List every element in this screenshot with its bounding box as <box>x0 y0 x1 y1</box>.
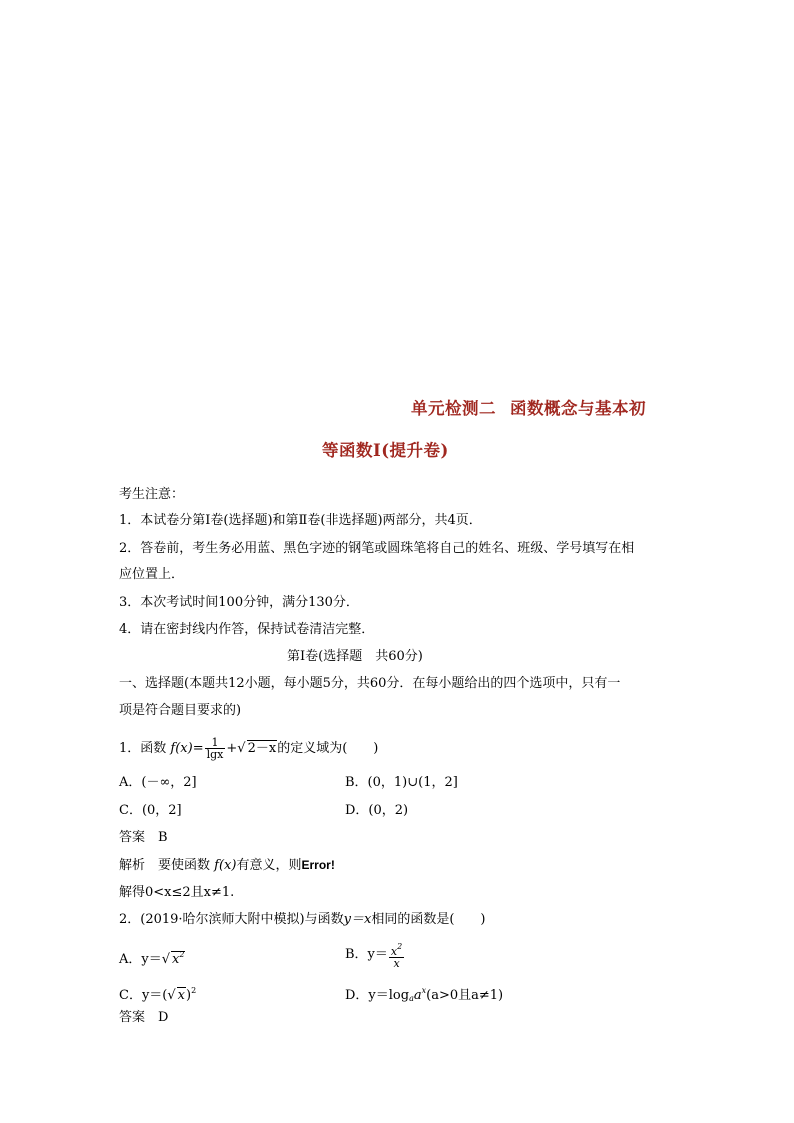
q2-option-d-exp: x <box>421 986 427 995</box>
q1-analysis-mid: 有意义，则 <box>236 858 302 873</box>
q1-analysis-prefix: 解析 要使函数 <box>119 858 211 873</box>
q2-option-c-prefix: C．y＝( <box>119 988 168 1003</box>
q1-plus: + <box>226 741 238 756</box>
q2-answer: 答案 D <box>119 1010 169 1025</box>
q1-suffix: 的定义域为( ) <box>277 741 379 756</box>
title-part-1: 单元检测二 <box>411 399 496 418</box>
q1-analysis <box>119 856 335 875</box>
q1-fraction <box>205 737 226 760</box>
q2-option-b-denominator: x <box>389 957 404 969</box>
q1-sqrt-body: 2－x <box>247 741 277 756</box>
q2-option-b-fraction <box>389 941 404 969</box>
q2-option-d-sub: a <box>409 994 414 1003</box>
q1-option-c: C．(0，2] <box>119 803 182 818</box>
q2-option-d-base: a <box>413 988 422 1003</box>
notice-item-2: 2．答卷前，考生务必用蓝、黑色字迹的钢笔或圆珠笔将自己的姓名、班级、学号填写在相 <box>119 541 635 556</box>
q2-option-a-exp: 2 <box>179 950 185 959</box>
notice-item-2-cont: 应位置上． <box>119 567 185 582</box>
q2-option-b-numerator <box>389 941 404 957</box>
question-2-stem <box>119 911 485 929</box>
notice-item-1: 1．本试卷分第Ⅰ卷(选择题)和第Ⅱ卷(非选择题)两部分，共4页． <box>119 513 482 528</box>
notice-item-3: 3．本次考试时间100分钟，满分130分． <box>119 595 359 610</box>
q2-stem-prefix: 2．(2019·哈尔滨师大附中模拟)与函数 <box>119 912 344 927</box>
q2-option-a-body <box>171 951 185 967</box>
q2-option-d-suffix: (a>0且a≠1) <box>426 988 504 1003</box>
q2-option-b-num-var: x <box>390 944 398 958</box>
title-line-2: 等函数Ⅰ(提升卷) <box>322 441 449 460</box>
q2-option-d <box>345 982 503 1008</box>
q1-option-a: A．(－∞，2] <box>119 775 197 790</box>
q1-frac-denominator: lgx <box>206 748 224 761</box>
section-intro-line-2: 项是符合题目要求的) <box>119 703 242 718</box>
q1-analysis-error: Error! <box>301 858 335 872</box>
q1-function-name: f(x)= <box>170 741 204 756</box>
q2-option-c-body: x <box>177 988 186 1003</box>
q2-option-d-prefix: D．y＝log <box>345 988 410 1003</box>
q1-prefix: 1．函数 <box>119 741 167 756</box>
sqrt-icon: √ <box>161 952 171 967</box>
q1-frac-numerator: 1 <box>211 736 219 749</box>
q1-option-d: D．(0，2) <box>345 803 409 818</box>
notice-heading: 考生注意： <box>119 487 185 502</box>
question-1-stem <box>119 737 378 761</box>
q1-option-b: B．(0，1)∪(1，2] <box>345 775 458 790</box>
q2-option-c-suffix: ) <box>186 988 192 1003</box>
notice-item-4: 4．请在密封线内作答，保持试卷清洁完整． <box>119 622 375 637</box>
sqrt-icon: √ <box>237 741 246 756</box>
sqrt-icon: √ <box>167 988 176 1003</box>
section-heading: 第Ⅰ卷(选择题 共60分) <box>287 649 423 664</box>
q2-stem-expr: y＝x <box>343 912 372 927</box>
section-intro-line-1: 一、选择题(本题共12小题，每小题5分，共60分．在每小题给出的四个选项中，只有一 <box>119 676 621 691</box>
title-part-2: 函数概念与基本初 <box>510 399 646 418</box>
title-line-1 <box>411 395 646 419</box>
q2-option-b-prefix: B．y＝ <box>345 947 388 962</box>
q2-stem-suffix: 相同的函数是( ) <box>371 912 486 927</box>
q2-option-a <box>119 946 185 969</box>
q1-solve: 解得0<x≤2且x≠1. <box>119 885 235 900</box>
q2-option-c <box>119 982 196 1005</box>
q2-option-a-var: x <box>172 952 180 967</box>
q2-option-c-exp: 2 <box>191 986 197 995</box>
q2-option-b <box>345 940 405 970</box>
q1-answer: 答案 B <box>119 830 168 845</box>
q2-option-b-num-exp: 2 <box>397 941 403 951</box>
q2-option-a-prefix: A．y＝ <box>119 952 162 967</box>
q1-analysis-fx: f(x) <box>214 858 237 873</box>
